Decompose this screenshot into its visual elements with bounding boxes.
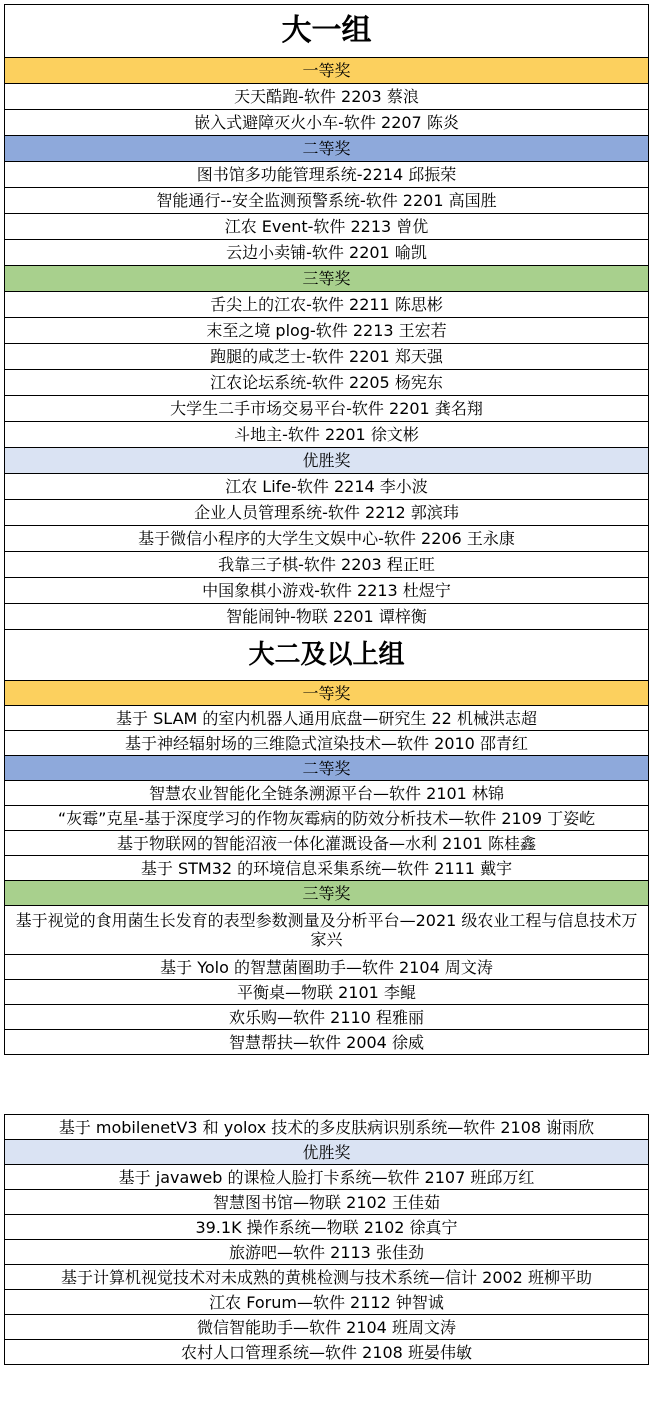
award-entry: 基于 Yolo 的智慧菌圈助手—软件 2104 周文涛 (5, 955, 649, 980)
award-table-group1 (4, 4, 649, 1055)
group-title: 大一组 (5, 5, 649, 58)
award-entry: 基于神经辐射场的三维隐式渲染技术—软件 2010 邵青红 (5, 731, 649, 756)
prize-header-excellence: 优胜奖 (5, 1140, 649, 1165)
award-table-group2-continued (4, 1114, 649, 1365)
award-entry: 基于 mobilenetV3 和 yolox 技术的多皮肤病识别系统—软件 2108 谢雨欣 (5, 1115, 649, 1140)
award-entry: 智慧农业智能化全链条溯源平台—软件 2101 林锦 (5, 781, 649, 806)
award-entry: 末至之境 plog-软件 2213 王宏若 (5, 318, 649, 344)
award-entry: 平衡桌—物联 2101 李鲲 (5, 980, 649, 1005)
group-title: 大二及以上组 (5, 630, 649, 681)
award-entry: 江农 Life-软件 2214 李小波 (5, 474, 649, 500)
award-entry: 基于微信小程序的大学生文娱中心-软件 2206 王永康 (5, 526, 649, 552)
award-entry: “灰霉”克星-基于深度学习的作物灰霉病的防效分析技术—软件 2109 丁姿屹 (5, 806, 649, 831)
award-entry: 天天酷跑-软件 2203 蔡浪 (5, 84, 649, 110)
award-entry: 斗地主-软件 2201 徐文彬 (5, 422, 649, 448)
prize-header-first: 一等奖 (5, 681, 649, 706)
award-entry: 基于物联网的智能沼液一体化灌溉设备—水利 2101 陈桂鑫 (5, 831, 649, 856)
award-entry: 基于 SLAM 的室内机器人通用底盘—研究生 22 机械洪志超 (5, 706, 649, 731)
award-entry: 我靠三子棋-软件 2203 程正旺 (5, 552, 649, 578)
prize-header-first: 一等奖 (5, 58, 649, 84)
award-entry: 跑腿的咸芝士-软件 2201 郑天强 (5, 344, 649, 370)
award-entry: 舌尖上的江农-软件 2211 陈思彬 (5, 292, 649, 318)
award-entry: 基于 javaweb 的课检人脸打卡系统—软件 2107 班邱万红 (5, 1165, 649, 1190)
award-entry: 欢乐购—软件 2110 程雅丽 (5, 1005, 649, 1030)
award-entry: 基于视觉的食用菌生长发育的表型参数测量及分析平台—2021 级农业工程与信息技术万家兴 (5, 906, 649, 955)
award-entry: 智能通行--安全监测预警系统-软件 2201 高国胜 (5, 188, 649, 214)
prize-header-third: 三等奖 (5, 881, 649, 906)
award-entry: 企业人员管理系统-软件 2212 郭滨玮 (5, 500, 649, 526)
award-entry: 江农 Event-软件 2213 曾优 (5, 214, 649, 240)
award-entry: 基于 STM32 的环境信息采集系统—软件 2111 戴宇 (5, 856, 649, 881)
prize-header-second: 二等奖 (5, 136, 649, 162)
award-entry: 嵌入式避障灭火小车-软件 2207 陈炎 (5, 110, 649, 136)
award-entry: 旅游吧—软件 2113 张佳劲 (5, 1240, 649, 1265)
award-entry: 江农 Forum—软件 2112 钟智诚 (5, 1290, 649, 1315)
award-entry: 江农论坛系统-软件 2205 杨宪东 (5, 370, 649, 396)
award-entry: 智慧帮扶—软件 2004 徐威 (5, 1030, 649, 1055)
award-entry: 图书馆多功能管理系统-2214 邱振荣 (5, 162, 649, 188)
award-entry: 微信智能助手—软件 2104 班周文涛 (5, 1315, 649, 1340)
award-entry: 39.1K 操作系统—物联 2102 徐真宁 (5, 1215, 649, 1240)
award-entry: 云边小卖铺-软件 2201 喻凯 (5, 240, 649, 266)
award-entry: 智能闹钟-物联 2201 谭梓衡 (5, 604, 649, 630)
prize-header-second: 二等奖 (5, 756, 649, 781)
award-entry: 智慧图书馆—物联 2102 王佳茹 (5, 1190, 649, 1215)
prize-header-excellence: 优胜奖 (5, 448, 649, 474)
award-entry: 中国象棋小游戏-软件 2213 杜煜宁 (5, 578, 649, 604)
award-entry: 农村人口管理系统—软件 2108 班晏伟敏 (5, 1340, 649, 1365)
award-entry: 基于计算机视觉技术对未成熟的黄桃检测与技术系统—信计 2002 班柳平助 (5, 1265, 649, 1290)
award-entry: 大学生二手市场交易平台-软件 2201 龚名翔 (5, 396, 649, 422)
prize-header-third: 三等奖 (5, 266, 649, 292)
